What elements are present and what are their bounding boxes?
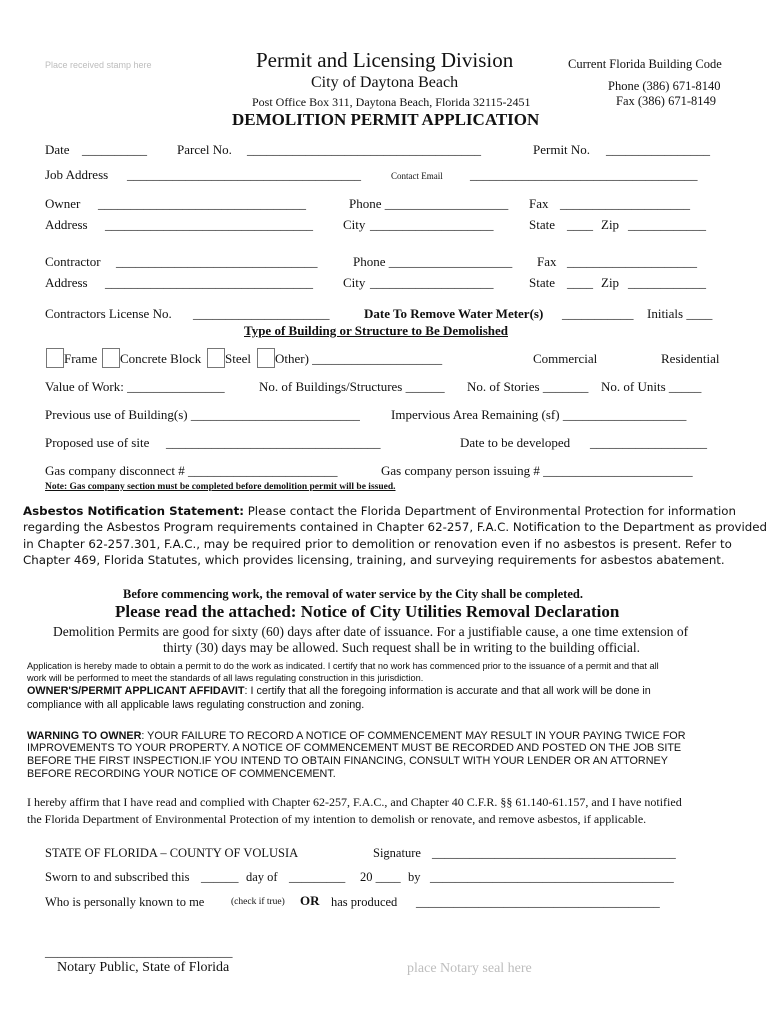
- state-county-label: STATE OF FLORIDA – COUNTY OF VOLUSIA: [45, 846, 299, 860]
- parcel-label: Parcel No.: [177, 142, 232, 157]
- proposed-use-label: Proposed use of site: [45, 435, 150, 450]
- application-line-1: Application is hereby made to obtain a permit to do the work as indicated. I certify that no work has commenced prior to the issuance of a permit and that all: [27, 661, 659, 671]
- license-field[interactable]: _____________________: [193, 306, 330, 321]
- asbestos-line-2: regarding the Asbestos Program requirements contained in Chapter 62-257, F.A.C. Notification to the Department as provided: [23, 520, 768, 534]
- contact-email-label: Contact Email: [391, 171, 443, 181]
- fax-number: Fax (386) 671-8149: [616, 94, 716, 108]
- gas-note: Note: Gas company section must be completed before demolition permit will be issued.: [45, 482, 396, 492]
- contractor-state-label: State: [529, 275, 555, 290]
- job-address-field[interactable]: ____________________________________: [127, 167, 361, 182]
- affidavit-label: OWNER'S/PERMIT APPLICANT AFFIDAVIT: [27, 685, 245, 697]
- owner-state-field[interactable]: ____: [567, 217, 593, 232]
- produced-field[interactable]: _______________________________________: [416, 895, 660, 909]
- other-checkbox[interactable]: [257, 348, 275, 368]
- owner-city-field[interactable]: ___________________: [370, 217, 494, 232]
- proposed-use-field[interactable]: _________________________________: [166, 435, 381, 450]
- owner-city-label: City: [343, 217, 366, 232]
- sworn-day-field[interactable]: ______: [201, 870, 239, 884]
- permit-validity-line-1: Demolition Permits are good for sixty (60) days after date of issuance. For a justifiable cause, a one time extension of: [53, 624, 689, 639]
- division-address: Post Office Box 311, Daytona Beach, Florida 32115-2451: [252, 95, 531, 109]
- building-code: Current Florida Building Code: [568, 57, 722, 71]
- warning-line-2: IMPROVEMENTS TO YOUR PROPERTY. A NOTICE OF COMMENCEMENT MUST BE RECORDED AND POSTED ON THE JOB SITE: [27, 742, 682, 754]
- sworn-month-field[interactable]: _________: [289, 870, 346, 884]
- contractor-address-label: Address: [45, 275, 88, 290]
- by-label: by: [408, 870, 421, 884]
- contractor-phone-field[interactable]: Phone ___________________: [353, 254, 513, 269]
- permit-validity-line-2: thirty (30) days may be allowed. Such request shall be in writing to the building official.: [163, 640, 641, 655]
- license-label: Contractors License No.: [45, 306, 172, 321]
- commercial-label: Commercial: [533, 351, 598, 366]
- affidavit-line-1: [27, 685, 651, 697]
- contractor-fax-field[interactable]: ____________________: [567, 254, 697, 269]
- owner-address-field[interactable]: ________________________________: [105, 217, 313, 232]
- date-field[interactable]: __________: [82, 142, 147, 157]
- warning-label: WARNING TO OWNER: [27, 730, 142, 742]
- asbestos-label: Asbestos Notification Statement:: [23, 504, 244, 518]
- date-label: Date: [45, 142, 70, 157]
- gas-disconnect-field[interactable]: Gas company disconnect # _______________________: [45, 463, 338, 478]
- owner-state-label: State: [529, 217, 555, 232]
- stories-field[interactable]: No. of Stories _______: [467, 379, 589, 394]
- application-line-2: work will be performed to meet the standards of all laws regulating construction in this jurisdiction.: [27, 673, 424, 683]
- permit-field[interactable]: ________________: [606, 142, 710, 157]
- signature-label: Signature: [373, 846, 421, 860]
- by-field[interactable]: _______________________________________: [430, 870, 674, 884]
- warning-line-4: BEFORE RECORDING YOUR NOTICE OF COMMENCEMENT.: [27, 768, 336, 780]
- asbestos-text-1: Please contact the Florida Department of Environmental Protection for information: [247, 504, 736, 518]
- steel-label: Steel: [225, 351, 251, 366]
- contractor-field[interactable]: _______________________________: [116, 254, 318, 269]
- affirm-line-1: I hereby affirm that I have read and complied with Chapter 62-257, F.A.C., and Chapter 40 C.F.R. §§ 61.140-61.157, and I have notified: [27, 795, 682, 809]
- concrete-block-checkbox[interactable]: [102, 348, 120, 368]
- water-meter-label: Date To Remove Water Meter(s): [364, 306, 544, 321]
- contractor-label: Contractor: [45, 254, 101, 269]
- asbestos-line-4: Chapter 469, Florida Statutes, which provides licensing, training, and surveying requirements for asbestos abatement.: [23, 553, 725, 567]
- building-type-heading: Type of Building or Structure to Be Demolished: [244, 323, 508, 338]
- buildings-count-field[interactable]: No. of Buildings/Structures ______: [259, 379, 445, 394]
- contractor-city-label: City: [343, 275, 366, 290]
- owner-phone-field[interactable]: Phone ___________________: [349, 196, 509, 211]
- date-developed-field[interactable]: __________________: [590, 435, 707, 450]
- contractor-zip-label: Zip: [601, 275, 620, 290]
- water-meter-field[interactable]: ___________: [562, 306, 634, 321]
- has-produced-label: has produced: [331, 895, 398, 909]
- asbestos-line-1: [23, 504, 736, 518]
- utilities-removal-notice: Please read the attached: Notice of City Utilities Removal Declaration: [115, 602, 620, 621]
- impervious-area-field[interactable]: Impervious Area Remaining (sf) ___________________: [391, 407, 687, 422]
- owner-label: Owner: [45, 196, 81, 211]
- owner-field[interactable]: ________________________________: [98, 196, 306, 211]
- owner-zip-label: Zip: [601, 217, 620, 232]
- job-address-label: Job Address: [45, 167, 109, 182]
- or-label: OR: [300, 893, 320, 908]
- notary-public-label: Notary Public, State of Florida: [57, 960, 230, 975]
- frame-label: Frame: [64, 351, 98, 366]
- steel-checkbox[interactable]: [207, 348, 225, 368]
- form-title: DEMOLITION PERMIT APPLICATION: [232, 110, 540, 129]
- contractor-fax-label: Fax: [537, 254, 557, 269]
- owner-address-label: Address: [45, 217, 88, 232]
- signature-field[interactable]: _______________________________________: [432, 846, 676, 860]
- city-name: City of Daytona Beach: [311, 74, 459, 91]
- warning-line-3: BEFORE THE FIRST INSPECTION.IF YOU INTEND TO OBTAIN FINANCING, CONSULT WITH YOUR LENDER OR AN ATTORNEY: [27, 755, 668, 767]
- asbestos-line-3: in Chapter 62-257.301, F.A.C., may be required prior to demolition or renovation even if no asbestos is present. Refer to: [23, 537, 732, 551]
- affidavit-line-2: compliance with all applicable laws regulating construction and zoning.: [27, 699, 365, 711]
- warning-text-1: : YOUR FAILURE TO RECORD A NOTICE OF COMMENCEMENT MAY RESULT IN YOUR PAYING TWICE FOR: [141, 730, 686, 742]
- contractor-city-field[interactable]: ___________________: [370, 275, 494, 290]
- check-if-true-label[interactable]: (check if true): [231, 897, 285, 907]
- frame-checkbox[interactable]: [46, 348, 64, 368]
- contact-email-field[interactable]: ___________________________________: [470, 167, 698, 182]
- sworn-label: Sworn to and subscribed this: [45, 870, 190, 884]
- notary-seal-placeholder: place Notary seal here: [407, 961, 532, 976]
- day-of-label: day of: [246, 870, 278, 884]
- owner-fax-label: Fax: [529, 196, 549, 211]
- previous-use-field[interactable]: Previous use of Building(s) __________________________: [45, 407, 360, 422]
- stamp-placeholder: Place received stamp here: [45, 60, 152, 70]
- units-field[interactable]: No. of Units _____: [601, 379, 702, 394]
- owner-zip-field[interactable]: ____________: [628, 217, 706, 232]
- residential-label: Residential: [661, 351, 720, 366]
- value-of-work-field[interactable]: Value of Work: _______________: [45, 379, 225, 394]
- contractor-zip-field[interactable]: ____________: [628, 275, 706, 290]
- permit-label: Permit No.: [533, 142, 591, 157]
- personally-known-label: Who is personally known to me: [45, 895, 205, 909]
- other-field[interactable]: Other) ____________________: [275, 351, 443, 366]
- affidavit-text-1: : I certify that all the foregoing information is accurate and that all work will be done in: [244, 685, 651, 697]
- owner-fax-field[interactable]: ____________________: [560, 196, 690, 211]
- initials-field[interactable]: Initials ____: [647, 306, 713, 321]
- sworn-year-field[interactable]: 20 ____: [360, 870, 401, 884]
- division-title: Permit and Licensing Division: [256, 48, 514, 72]
- warning-line-1: [27, 730, 686, 742]
- contractor-address-field[interactable]: ________________________________: [105, 275, 313, 290]
- water-removal-notice: Before commencing work, the removal of water service by the City shall be completed.: [123, 587, 583, 601]
- gas-person-field[interactable]: Gas company person issuing # _______________________: [381, 463, 693, 478]
- notary-signature-field[interactable]: ______________________________: [45, 945, 233, 959]
- parcel-field[interactable]: ____________________________________: [247, 142, 481, 157]
- affirm-line-2: the Florida Department of Environmental Protection of my intention to demolish or renovate, and remove asbestos, if applicable.: [27, 812, 647, 826]
- date-developed-label: Date to be developed: [460, 435, 571, 450]
- concrete-block-label: Concrete Block: [120, 351, 202, 366]
- contractor-state-field[interactable]: ____: [567, 275, 593, 290]
- phone-number: Phone (386) 671-8140: [608, 79, 721, 93]
